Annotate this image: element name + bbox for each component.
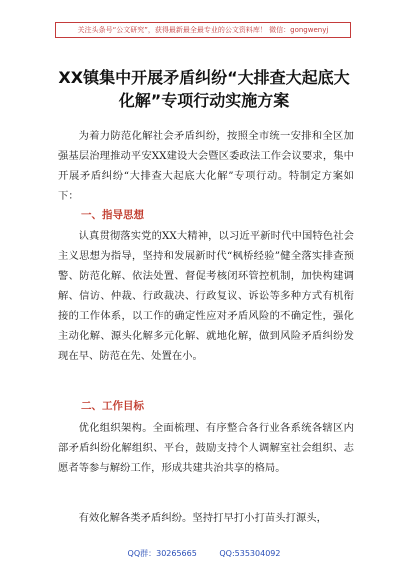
footer-qq: QQ:535304092 xyxy=(219,549,281,558)
section-heading-guiding-ideology: 一、指导思想 xyxy=(81,209,144,221)
section-heading-work-goals: 二、工作目标 xyxy=(81,400,144,412)
work-goals-paragraph: 优化组织架构。全面梳理、有序整合各行业各系统各辖区内部矛盾纠纷化解组织、平台，鼓励支持个人调解室社会组织、志愿者等参与解纷工作，形成共建共治共享的格局。 xyxy=(58,422,354,474)
page-footer xyxy=(0,548,408,559)
work-goals-paragraph-2: 有效化解各类矛盾纠纷。坚持打早打小打苗头打源头， xyxy=(78,512,327,524)
document-title-line-2: 化解”专项行动实施方案 xyxy=(118,91,290,110)
intro-paragraph: 为着力防范化解社会矛盾纠纷，按照全市统一安排和全区加强基层治理推动平安XX建设大会暨区委政法工作会议要求，集中开展矛盾纠纷“大排查大起底大化解”专项行动。特制定方案如下： xyxy=(58,130,354,202)
document-title-line-1: XX镇集中开展矛盾纠纷“大排查大起底大 xyxy=(58,68,350,87)
promo-banner: 关注头条号“公文研究”，获得最新最全最专业的公文资料库！ 微信：gongwenyj xyxy=(55,22,351,38)
footer-qq-group: QQ群：30265665 xyxy=(127,549,197,558)
guiding-ideology-paragraph: 认真贯彻落实党的XX大精神，以习近平新时代中国特色社会主义思想为指导，坚持和发展新时代“枫桥经验”健全落实排查预警、防范化解、依法处置、督促考核闭环管控机制，加快构建调解、信访、仲裁、行政裁决、行政复议、诉讼等多种方式有机衔接的工作体系，以工作的确定性应对矛盾风险的不确定性，强化主动化解、源头化解多元化解、就地化解，做到风险矛盾纠纷发现在早、防范在先、处置在小。 xyxy=(58,230,354,362)
